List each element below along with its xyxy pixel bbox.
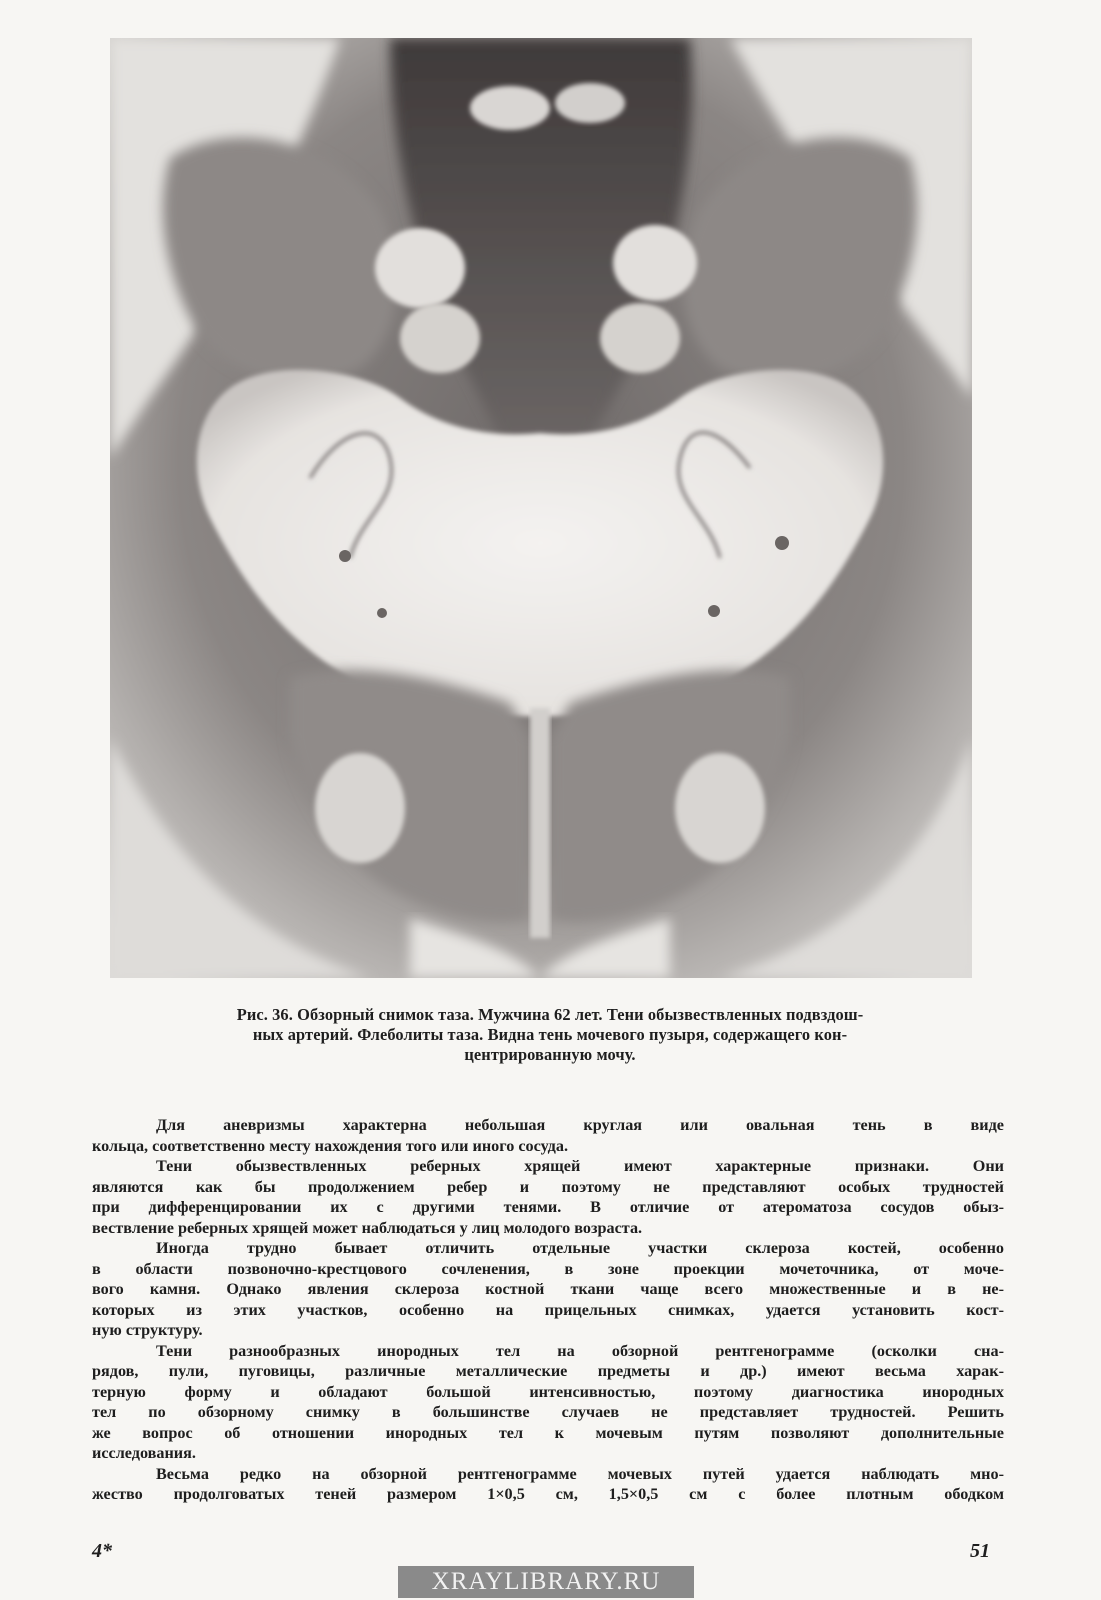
body-line: Тени разнообразных инородных тел на обзорной рентгенограмме (осколки сна- [156, 1341, 1004, 1360]
body-line: при дифференцировании их с другими тенями. В отличие от атероматоза сосудов обыз- [92, 1198, 1004, 1216]
body-line: в области позвоночно-крестцового сочленения, в зоне проекции мочеточника, от моче- [92, 1259, 1004, 1278]
body-line: вого камня. Однако явления склероза костной ткани чаще всего множественные и в не- [92, 1280, 1004, 1298]
watermark-banner: XRAYLIBRARY.RU [398, 1566, 694, 1598]
body-line: Для аневризмы характерна небольшая круглая или овальная тень в виде [156, 1116, 1004, 1134]
caption-line-3: центрированную мочу. [464, 1045, 636, 1064]
page-number: 51 [970, 1540, 990, 1562]
body-line: тел по обзорному снимку в большинстве случаев не представляет трудностей. Решить [92, 1403, 1004, 1421]
body-line: Иногда трудно бывает отличить отдельные участки склероза костей, особенно [156, 1239, 1004, 1257]
signature-mark: 4* [92, 1540, 112, 1562]
figure-caption [120, 1005, 980, 1065]
body-line: Тени обызвествленных реберных хрящей имеют характерные признаки. Они [156, 1157, 1004, 1175]
pelvis-xray-figure [110, 38, 972, 978]
caption-line-2: ных артерий. Флеболиты таза. Видна тень мочевого пузыря, содержащего кон- [252, 1025, 848, 1044]
body-line: же вопрос об отношении инородных тел к мочевым путям позволяют дополнительные [92, 1423, 1004, 1442]
body-line: терную форму и обладают большой интенсивностью, поэтому диагностика инородных [92, 1382, 1004, 1401]
xray-image [110, 38, 972, 978]
body-line: жество продолговатых теней размером 1×0,5 см, 1,5×0,5 см с более плотным ободком [92, 1485, 1004, 1503]
body-line: вествление реберных хрящей может наблюдаться у лиц молодого возраста. [92, 1218, 643, 1237]
body-line: кольца, соответственно месту нахождения того или иного сосуда. [92, 1136, 569, 1155]
body-line: рядов, пули, пуговицы, различные металлические предметы и др.) имеют весьма харак- [92, 1362, 1004, 1380]
body-line: являются как бы продолжением ребер и поэтому не представляют особых трудностей [92, 1177, 1004, 1196]
body-line: ную структуру. [92, 1321, 203, 1339]
body-line: Весьма редко на обзорной рентгенограмме мочевых путей удается наблюдать мно- [156, 1464, 1004, 1483]
body-line: которых из этих участков, особенно на прицельных снимках, удается установить кост- [92, 1300, 1004, 1319]
body-line: исследования. [92, 1444, 196, 1462]
body-text [92, 1115, 1004, 1505]
caption-line-1: Рис. 36. Обзорный снимок таза. Мужчина 62 лет. Тени обызвествленных подвздош- [236, 1005, 864, 1024]
